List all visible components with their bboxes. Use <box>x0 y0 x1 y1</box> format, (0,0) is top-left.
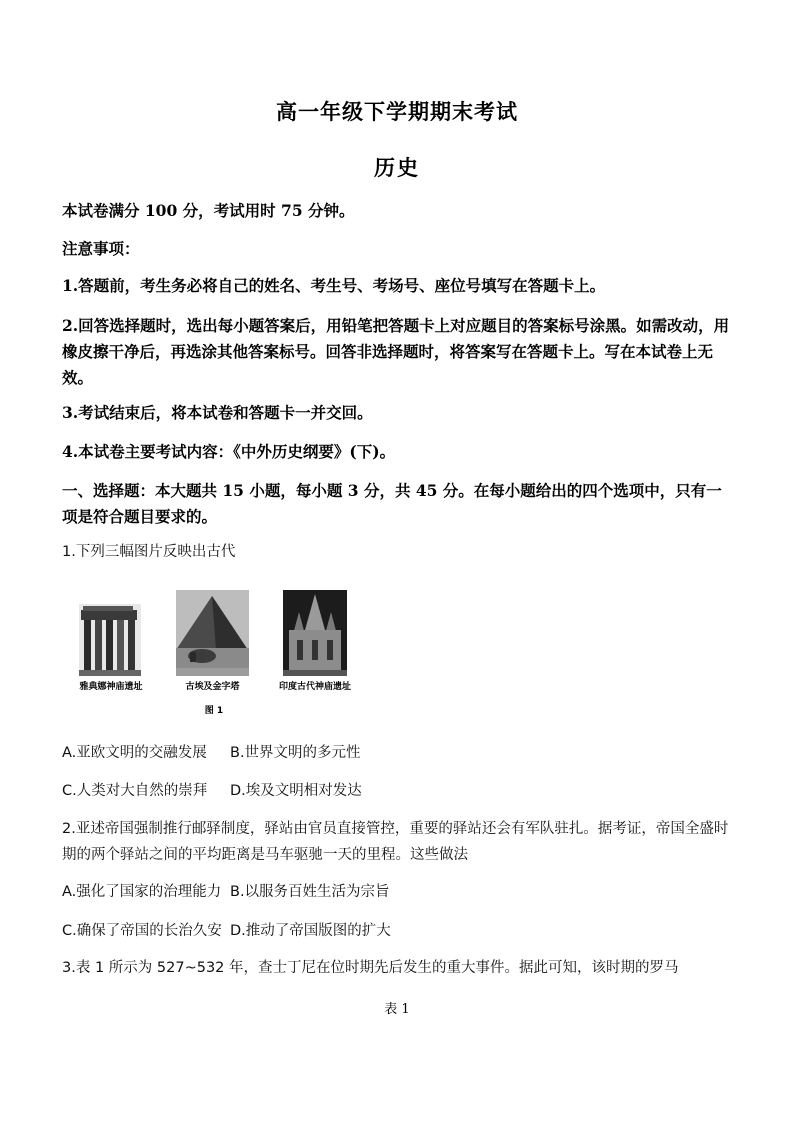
indian-temple-caption: 印度古代神庙遗址 <box>278 682 351 692</box>
question-3-stem: 3.表 1 所示为 527~532 年，查士丁尼在位时期先后发生的重大事件。据此可知，该时期的罗马 <box>62 960 679 976</box>
question-2-option-b[interactable]: B.以服务百姓生活为宗旨 <box>230 884 390 900</box>
notice-item-3: 3.考试结束后，将本试卷和答题卡一并交回。 <box>62 403 373 422</box>
athena-temple-caption: 雅典娜神庙遗址 <box>79 682 143 692</box>
pyramid-image <box>176 590 249 676</box>
exam-intro: 本试卷满分 100 分，考试用时 75 分钟。 <box>62 201 355 220</box>
question-1-options-row-1 <box>62 741 361 762</box>
question-2-stem: 2.亚述帝国强制推行邮驿制度，驿站由官员直接管控，重要的驿站还会有军队驻扎。据考证，帝国全盛时期的两个驿站之间的平均距离是马车驱驰一天的里程。这些做法 <box>62 821 729 863</box>
table-1-label: 表 1 <box>384 1002 410 1017</box>
question-2-option-a[interactable]: A.强化了国家的治理能力 <box>62 884 222 900</box>
notice-item-1: 1.答题前，考生务必将自己的姓名、考生号、考场号、座位号填写在答题卡上。 <box>62 276 606 295</box>
question-1-stem: 1.下列三幅图片反映出古代 <box>62 544 236 560</box>
question-1-option-c[interactable]: C.人类对大自然的崇拜 <box>62 783 208 799</box>
question-1-option-d[interactable]: D.埃及文明相对发达 <box>230 783 362 799</box>
pyramid-caption: 古埃及金字塔 <box>185 682 240 692</box>
athena-temple-image <box>79 604 141 676</box>
figure-1-label: 图 1 <box>204 706 224 716</box>
section-heading: 一、选择题：本大题共 15 小题，每小题 3 分，共 45 分。在每小题给出的四个选项中，只有一项是符合题目要求的。 <box>62 481 722 526</box>
question-2-options-row-2 <box>62 919 391 940</box>
question-1-option-a[interactable]: A.亚欧文明的交融发展 <box>62 745 207 761</box>
question-1-options-row-2 <box>62 779 362 800</box>
question-2-option-d[interactable]: D.推动了帝国版图的扩大 <box>230 923 391 939</box>
notice-item-4: 4.本试卷主要考试内容：《中外历史纲要》(下)。 <box>62 442 396 461</box>
notice-label: 注意事项： <box>62 239 140 258</box>
question-2-option-c[interactable]: C.确保了帝国的长治久安 <box>62 923 222 939</box>
question-1-option-b[interactable]: B.世界文明的多元性 <box>230 745 361 761</box>
exam-subject: 历史 <box>374 155 420 180</box>
question-2-options-row-1 <box>62 880 390 901</box>
exam-title: 高一年级下学期期末考试 <box>276 99 518 124</box>
indian-temple-image <box>283 590 347 676</box>
notice-item-2: 2.回答选择题时，选出每小题答案后，用铅笔把答题卡上对应题目的答案标号涂黑。如需改动，用橡皮擦干净后，再选涂其他答案标号。回答非选择题时，将答案写在答题卡上。写在本试卷上无效。 <box>62 316 730 387</box>
